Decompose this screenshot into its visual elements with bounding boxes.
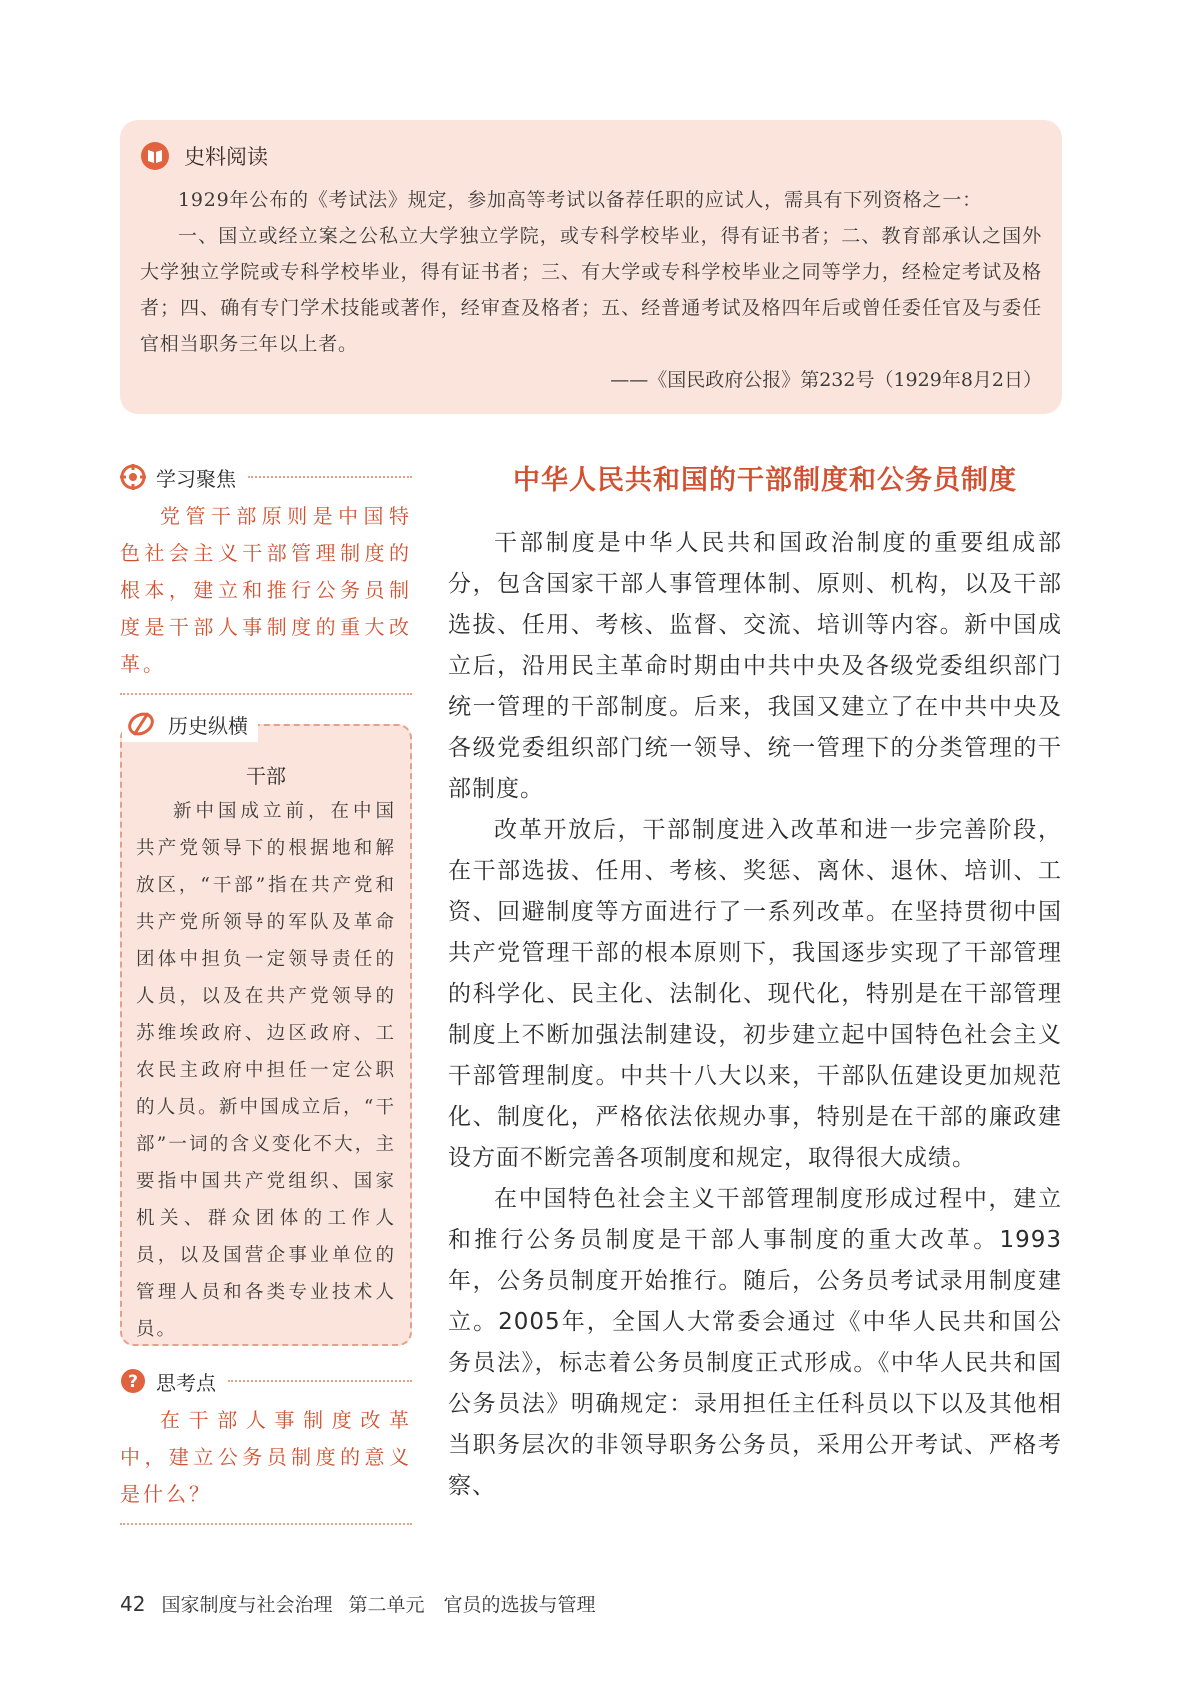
target-icon — [120, 464, 146, 490]
dotted-divider — [228, 1380, 412, 1382]
source-citation: ——《国民政府公报》第232号（1929年8月2日） — [610, 369, 1042, 391]
book-title: 国家制度与社会治理 — [161, 1594, 333, 1616]
history-title: 历史纵横 — [168, 713, 248, 738]
body-paragraph: 在中国特色社会主义干部管理制度形成过程中，建立和推行公务员制度是干部人事制度的重大改革。1993年，公务员制度开始推行。随后，公务员考试录用制度建立。2005年，全国人大常委会通过《中华人民共和国公务员法》，标志着公务员制度正式形成。《中华人民共和国公务员法》明确规定：录用担任主任科员以下以及其他相当职务层次的非领导职务公务员，采用公开考试、严格考察、 — [448, 1186, 1062, 1499]
page-footer — [120, 1590, 595, 1617]
source-reading-header — [140, 138, 1042, 174]
source-paragraph-intro: 1929年公布的《考试法》规定，参加高等考试以备荐任职的应试人，需具有下列资格之一： — [178, 189, 982, 211]
history-term: 干部 — [246, 764, 286, 788]
dotted-divider — [120, 1523, 412, 1525]
learning-focus-header — [120, 460, 412, 494]
think-point-text: 在干部人事制度改革中，建立公务员制度的意义是什么？ — [120, 1408, 412, 1506]
source-paragraph-list: 一、国立或经立案之公私立大学独立学院，或专科学校毕业，得有证书者；二、教育部承认之国外大学独立学院或专科学校毕业，得有证书者；三、有大学或专科学校毕业之同等学力，经检定考试及格者；四、确有专门学术技能或著作，经审查及格者；五、经普通考试及格四年后或曾任委任官及与委任官相当职务三年以上者。 — [140, 225, 1042, 355]
body-paragraph: 改革开放后，干部制度进入改革和进一步完善阶段，在干部选拔、任用、考核、奖惩、离休、退休、培训、工资、回避制度等方面进行了一系列改革。在坚持贯彻中国共产党管理干部的根本原则下，我国逐步实现了干部管理的科学化、民主化、法制化、现代化，特别是在干部管理制度上不断加强法制建设，初步建立起中国特色社会主义干部管理制度。中共十八大以来，干部队伍建设更加规范化、制度化，严格依法依规办事，特别是在干部的廉政建设方面不断完善各项制度和规定，取得很大成绩。 — [448, 817, 1062, 1171]
history-panel — [120, 713, 412, 1346]
history-header — [122, 706, 258, 742]
svg-text:?: ? — [128, 1372, 138, 1392]
learning-focus-text: 党管干部原则是中国特色社会主义干部管理制度的根本，建立和推行公务员制度是干部人事制度的重大改革。 — [120, 504, 412, 676]
dotted-divider — [120, 693, 412, 695]
main-content — [448, 458, 1062, 1507]
learning-focus-panel — [120, 460, 412, 695]
think-point-header — [120, 1364, 412, 1398]
section-title: 中华人民共和国的干部制度和公务员制度 — [513, 465, 1017, 496]
page-number: 42 — [120, 1592, 146, 1616]
think-point-panel — [120, 1364, 412, 1525]
history-text: 新中国成立前，在中国共产党领导下的根据地和解放区，“干部”指在共产党和共产党所领导的军队及革命团体中担负一定领导责任的人员，以及在共产党领导的苏维埃政府、边区政府、工农民主政府中担任一定公职的人员。新中国成立后，“干部”一词的含义变化不大，主要指中国共产党组织、国家机关、群众团体的工作人员，以及国营企事业单位的管理人员和各类专业技术人员。 — [136, 801, 396, 1340]
learning-focus-title: 学习聚焦 — [156, 466, 236, 491]
think-point-title: 思考点 — [156, 1370, 216, 1395]
body-paragraph: 干部制度是中华人民共和国政治制度的重要组成部分，包含国家干部人事管理体制、原则、机构，以及干部选拔、任用、考核、监督、交流、培训等内容。新中国成立后，沿用民主革命时期由中共中央及各级党委组织部门统一管理的干部制度。后来，我国又建立了在中共中央及各级党委组织部门统一领导、统一管理下的分类管理的干部制度。 — [448, 530, 1062, 802]
question-icon — [120, 1368, 146, 1394]
dotted-divider — [248, 476, 412, 478]
source-reading-title: 史料阅读 — [184, 145, 268, 169]
history-swirl-icon — [126, 709, 156, 739]
unit-title: 第二单元 官员的选拔与管理 — [348, 1594, 596, 1616]
book-icon — [140, 141, 170, 171]
source-reading-box — [120, 120, 1062, 414]
